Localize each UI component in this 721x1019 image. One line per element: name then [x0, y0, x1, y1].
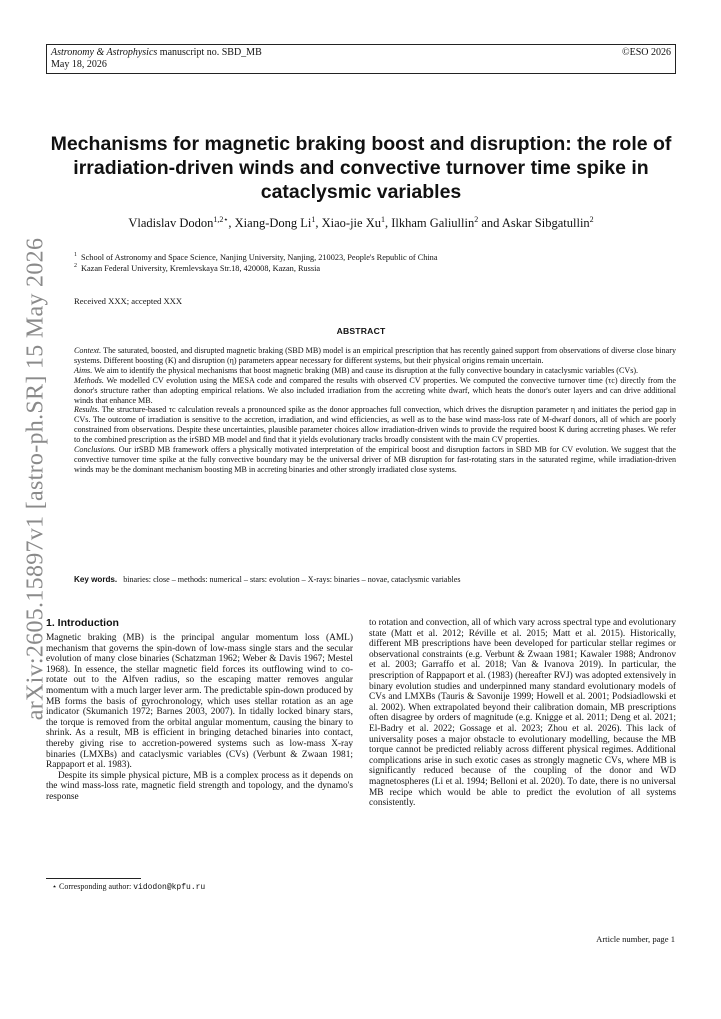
running-header [46, 44, 676, 74]
author-separator: , [384, 216, 392, 231]
paragraph: Magnetic braking (MB) is the principal angular momentum loss (AML) mechanism that governs the spin-down of low-mass single stars and the secular evolution of many close binaries (Schatzman 1962; Weber & Davis 1967; Mestel 1968). In essence, the stellar magnetic field forces its outflowing wind to co-rotate out to the Alfven radius, so the escaping matter removes angular momentum with a much larger lever arm. The predictable spin-down produced by MB forms the basis of gyrochronology, which uses stellar rotation as an age indicator (Skumanich 1972; Barnes 2003, 2007). In tidally locked binary stars, the torque is removed from the orbital angular momentum, causing the binary to shrink. As a result, MB is efficient in bringing detached binaries into contact, thereby giving rise to accretion-powered systems such as low-mass X-ray binaries (LMXBs) and cataclysmic variables (CVs) (Verbunt & Zwaan 1981; Rappaport et al. 1983). [46, 633, 353, 771]
header-journal-info [51, 47, 262, 71]
section-heading-introduction: 1. Introduction [46, 617, 119, 629]
title-line: irradiation-driven winds and convective turnover time spike in [73, 157, 649, 179]
author-separator: , [315, 216, 322, 231]
author-affiliation: 2 [589, 215, 594, 224]
abstract-body [74, 346, 676, 475]
abstract-heading: ABSTRACT [336, 326, 386, 336]
abstract-text: Our irSBD MB framework offers a physically motivated interpretation of the empirical boost and disruption factors in SBD MB for CV evolution. We suggest that the convective turnover time spike at the fully convective boundary may be the universal driver of MB disruption for fast-rotating stars in the saturated regime, while irradiation-driven winds may be the dominant mechanism boosting MB in accreting binaries and other strongly irradiated close systems. [74, 445, 676, 474]
affiliation-number: 2 [74, 263, 77, 269]
header-date: May 18, 2026 [51, 59, 107, 70]
affiliation-number: 1 [74, 252, 77, 258]
author-separator: , [228, 216, 235, 231]
abstract-text: The saturated, boosted, and disrupted magnetic braking (SBD MB) model is an empirical prescription that has recently gained support from observations of diverse close binary systems. Different boosting (K) and disruption (η) parameters appear necessary for different systems, but their physical origins remain uncertain. [74, 346, 676, 365]
author-name: Vladislav Dodon [128, 216, 214, 231]
affiliation [74, 261, 320, 274]
author-affiliation: 1 [380, 215, 385, 224]
author-name: Xiang-Dong Li [234, 216, 312, 231]
author-separator: and [478, 216, 502, 231]
journal-name: Astronomy & Astrophysics [51, 47, 158, 58]
left-column [46, 633, 353, 803]
footnote-email: vidodon@kpfu.ru [133, 883, 206, 892]
author-name: Ilkham Galiullin [391, 216, 475, 231]
author-affiliation: 2 [474, 215, 479, 224]
author-affiliation: 1 [311, 215, 316, 224]
footnote [52, 882, 205, 892]
abstract-conclusions [74, 445, 676, 475]
abstract-label: Results. [74, 405, 100, 415]
abstract-context [74, 346, 676, 366]
received-line: Received XXX; accepted XXX [74, 296, 183, 306]
title-line: Mechanisms for magnetic braking boost and disruption: the role of [50, 133, 672, 155]
title-line: cataclysmic variables [260, 181, 462, 203]
arxiv-stamp: arXiv:2605.15897v1 [astro-ph.SR] 15 May 2026 [22, 237, 49, 721]
author-name: Xiao-jie Xu [321, 216, 381, 231]
author-name: Askar Sibgatullin [501, 216, 590, 231]
abstract-label: Methods. [74, 375, 104, 385]
keywords-label: Key words. [74, 575, 118, 584]
keywords-line [74, 575, 676, 584]
affiliation-text: School of Astronomy and Space Science, Nanjing University, Nanjing, 210023, People's Republic of China [81, 252, 438, 262]
paper-title [46, 132, 676, 204]
abstract-aims [74, 366, 676, 376]
right-column [369, 618, 676, 809]
abstract-results [74, 405, 676, 445]
abstract-text: We aim to identify the physical mechanisms that boost magnetic braking (MB) and cause its disruption at the fully convective boundary in cataclysmic variables (CVs). [92, 365, 639, 375]
footnote-rule [46, 878, 141, 879]
page-number: Article number, page 1 [596, 934, 675, 944]
manuscript-id: manuscript no. SBD_MB [159, 47, 262, 58]
paragraph: Despite its simple physical picture, MB is a complex process as it depends on the wind mass-loss rate, magnetic field strength and topology, and the dynamo's response [46, 770, 353, 802]
author-list [46, 212, 676, 231]
paragraph: to rotation and convection, all of which vary across spectral type and evolutionary state (Matt et al. 2012; Réville et al. 2015; Matt et al. 2015). Historically, different MB prescriptions have been developed for particular stellar regimes or observational constraints (e.g. Verbunt & Zwaan 1981; Kawaler 1988; Andronov et al. 2003; Garraffo et al. 2018; Van & Ivanova 2019). In particular, the prescription of Rappaport et al. (1983) (hereafter RVJ) was adopted extensively in binary evolution studies and underpinned many standard evolutionary models of CVs and LMXBs (Tauris & Savonije 1999; Howell et al. 2001; Podsiadlowski et al. 2002). When extrapolated beyond their calibration domain, MB prescriptions often disagree by orders of magnitude (e.g. Knigge et al. 2011; Deng et al. 2021; El-Badry et al. 2022; Gossage et al. 2023; Zhou et al. 2026). This lack of universality poses a major obstacle to evolutionary modelling, because the MB torque cannot be predicted reliably across different physical regimes. Additional complications arise in such exotic cases as strongly magnetic CVs, where MB is significantly reduced because of the coupling of the donor and WD magnetospheres (Li et al. 1994; Belloni et al. 2020). To date, there is no universal MB recipe which would be able to predict the evolution of all systems consistently. [369, 618, 676, 809]
abstract-text: We modelled CV evolution using the MESA code and compared the results with observed CV properties. We computed the convective turnover time (τc) directly from the donor's structure rather than adopting empirical relations. We also included irradiation from the accreting white dwarf, which heats the donor's outer layers and can drive additional winds that enhance MB. [74, 375, 676, 405]
footnote-label: ⋆ Corresponding author: [52, 882, 134, 891]
header-copyright: ©ESO 2026 [622, 47, 671, 58]
abstract-label: Aims. [74, 365, 93, 375]
abstract-label: Conclusions. [74, 445, 117, 455]
abstract-methods [74, 376, 676, 406]
affiliation-text: Kazan Federal University, Kremlevskaya Str.18, 420008, Kazan, Russia [81, 263, 321, 273]
abstract-label: Context. [74, 346, 102, 355]
author-affiliation: 1,2⋆ [213, 215, 229, 224]
keywords-text: binaries: close – methods: numerical – stars: evolution – X-rays: binaries – novae, cataclysmic variables [123, 575, 461, 584]
abstract-text: The structure-based τc calculation reveals a pronounced spike as the donor approaches full convection, which drives the disruption parameter η and initiates the period gap in CVs. The outcome of irradiation is sensitive to the accretion, irradiation, and wind efficiencies, as well as to the base wind mass-loss rate of M-dwarf donors, all of which are poorly constrained from observations. Despite these uncertainties, plausible parameter choices allow irradiation-driven winds to provide the required boost K during accreting phases. We refer to the combined prescription as the irSBD MB model and find that it yields evolutionary tracks broadly consistent with the main CV properties. [74, 405, 676, 445]
